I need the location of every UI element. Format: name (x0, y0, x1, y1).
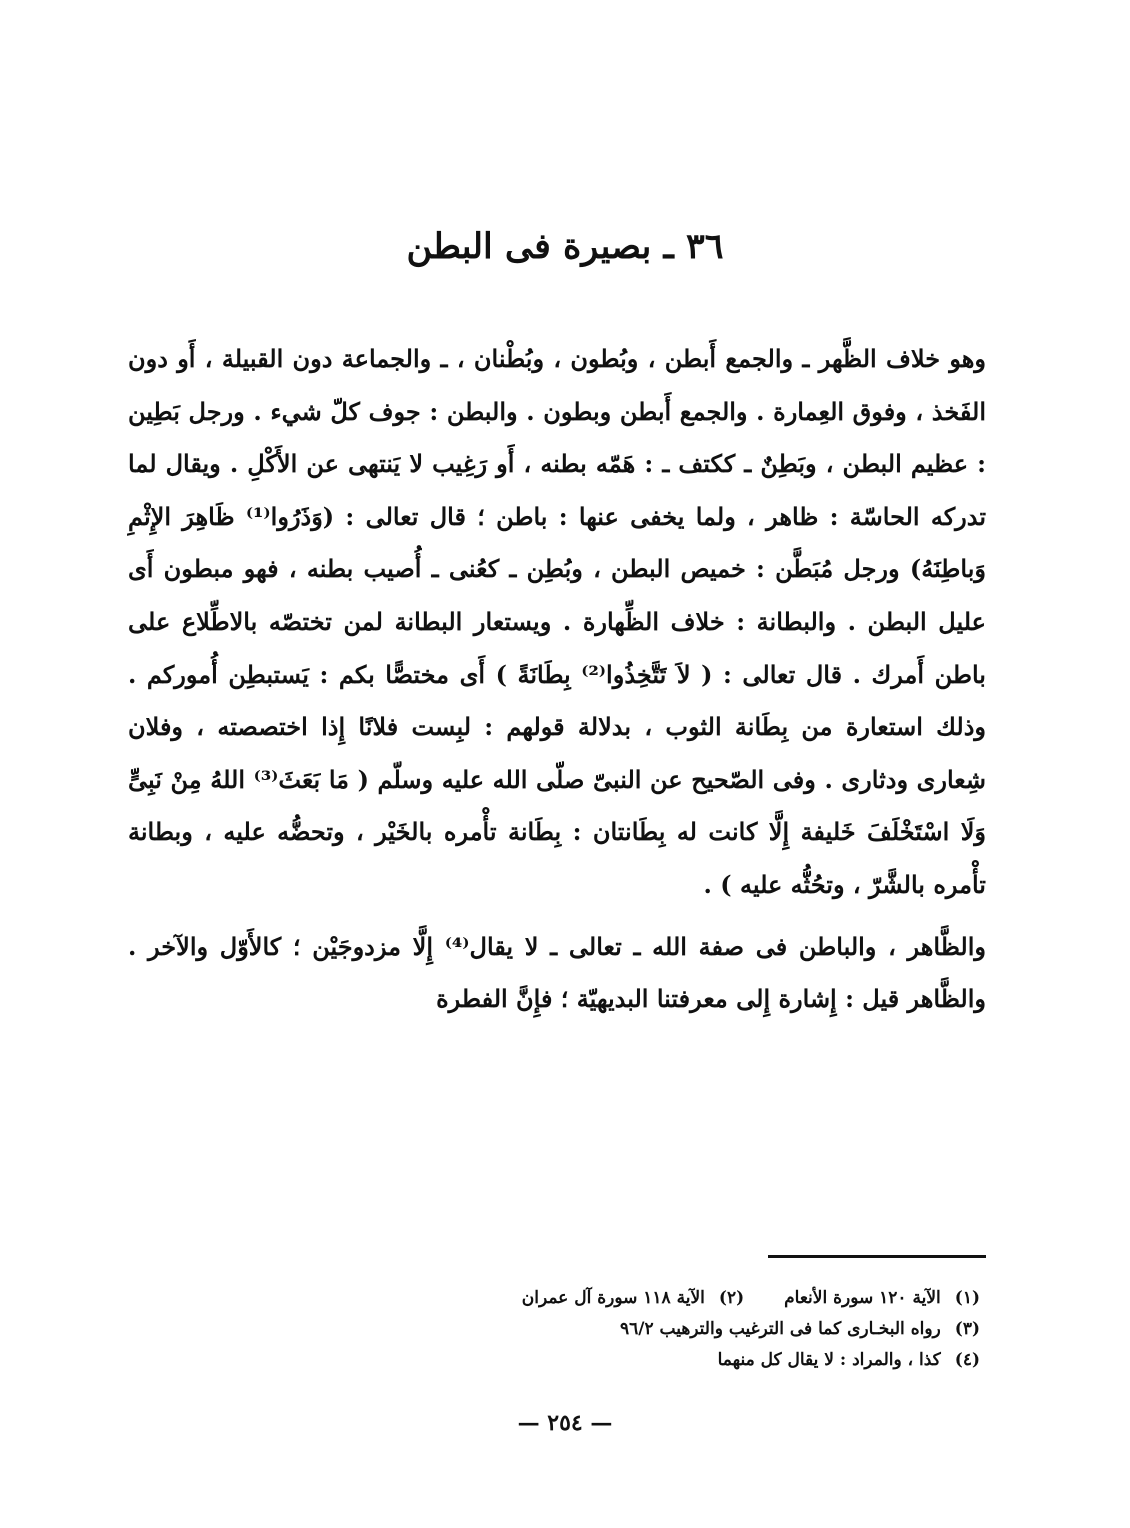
footnote-marker: (٢) (718, 1288, 745, 1308)
footnote-text: الآية ١٢٠ سورة الأنعام (784, 1288, 941, 1308)
footnote-marker: (١) (954, 1288, 980, 1308)
footnote-2 (522, 1283, 744, 1314)
footnote-3 (620, 1314, 980, 1345)
footnote-line-1 (220, 1283, 980, 1314)
page-number: — ٢٥٤ — (517, 1410, 613, 1436)
footnote-marker: (٣) (954, 1319, 980, 1339)
body-text (128, 333, 986, 1026)
footnote-1 (784, 1283, 980, 1314)
footnote-line-3 (220, 1345, 980, 1376)
footnote-line-2 (220, 1314, 980, 1345)
body-paragraph-1: وهو خلاف الظَّهر ـ والجمع أَبطن ، وبُطون ، وبُطْنان ، ـ والجماعة دون القبيلة ، أَو دون الفَخذ ، وفوق العِمارة . والجمع أَبطن وبطون . والبطن : جوف كلّ شيء . ورجل بَطِين : عظيم البطن ، وبَطِنٌ ـ ككتف ـ : هَمّه بطنه ، أَو رَغِيب لا يَنتهى عن الأَكْلِ . ويقال لما تدركه الحاسّة : ظاهر ، ولما يخفى عنها : باطن ؛ قال تعالى : (وَذَرُوا⁽¹⁾ ظَاهِرَ الإِثْمِ وَباطِنَهُ) ورجل مُبَطَّن : خميص البطن ، وبُطِن ـ كعُنى ـ أُصيب بطنه ، فهو مبطون أَى عليل البطن . والبطانة : خلاف الظِّهارة . ويستعار البطانة لمن تختصّه بالاطِّلاع على باطن أَمرك . قال تعالى : ( لاَ تَتَّخِذُوا⁽²⁾ بِطَانَةً ) أَى مختصًّا بكم : يَستبطِن أُموركم . وذلك استعارة من بِطَانة الثوب ، بدلالة قولهم : لبِست فلانًا إِذا اختصصته ، وفلان شِعارى ودثارى . وفى الصّحيح عن النبىّ صلّى الله عليه وسلّم ( مَا بَعَثَ⁽³⁾ اللهُ مِنْ نَبِىٍّ وَلَا اسْتَخْلَفَ خَليفة إِلَّا كانت له بِطَانتان : بِطَانة تأْمره بالخَيْر ، وتحضُّه عليه ، وبطانة تأْمره بالشَّرّ ، وتحُثُّه عليه ) . (128, 344, 987, 899)
footnote-text: الآية ١١٨ سورة آل عمران (521, 1288, 705, 1308)
footnote-text: كذا ، والمراد : لا يقال كل منهما (717, 1350, 941, 1370)
footnote-4 (718, 1345, 980, 1376)
body-paragraph-2: والظَّاهر ، والباطن فى صفة الله ـ تعالى ـ لا يقال⁽⁴⁾ إِلَّا مزدوجَيْن ؛ كالأَوّل والآخر . والظَّاهر قيل : إِشارة إِلى معرفتنا البديهيّة ؛ فإِنَّ الفطرة (128, 931, 986, 1014)
footnotes (220, 1283, 980, 1376)
footnote-divider (768, 1255, 986, 1258)
footnote-marker: (٤) (954, 1350, 980, 1370)
section-heading: ٣٦ ـ بصيرة فى البطن (406, 226, 724, 267)
footnote-text: رواه البخـارى كما فى الترغيب والترهيب ٩٦/٢ (619, 1319, 941, 1339)
